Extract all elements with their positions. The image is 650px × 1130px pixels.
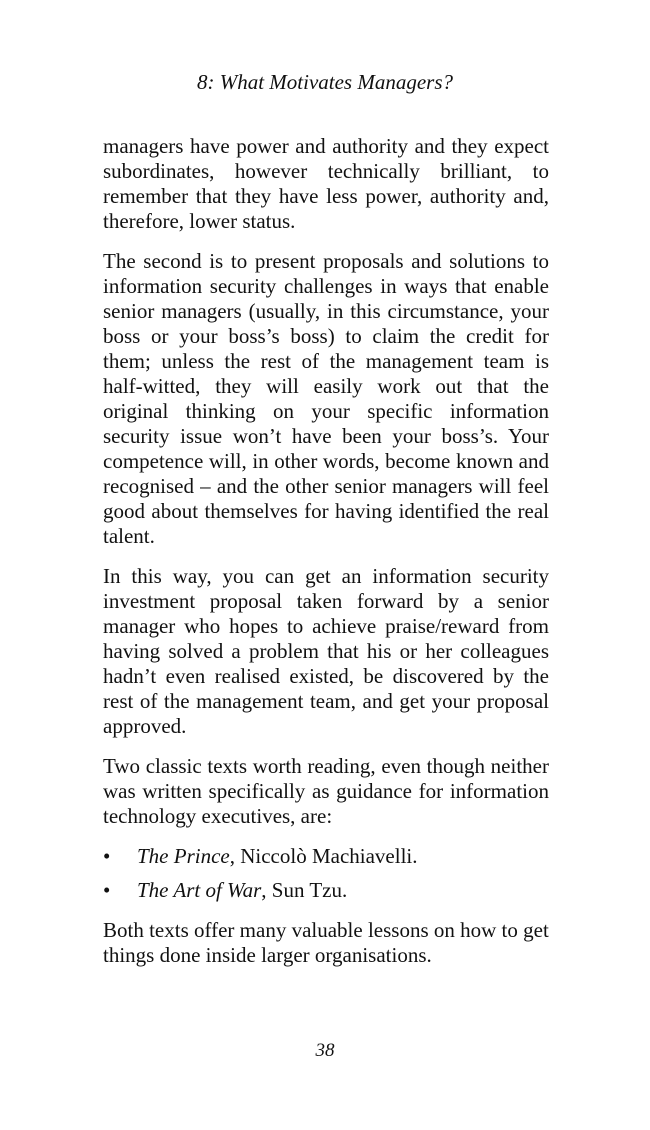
book-author: , Niccolò Machiavelli. [229,844,418,868]
page-number: 38 [315,1040,335,1061]
body-text [103,134,549,983]
list-item [103,878,549,903]
paragraph-3: In this way, you can get an information security investment proposal taken forward by a senior manager who hopes to achieve praise/reward from having solved a problem that his or her colleagues hadn’t even realised existed, be discovered by the rest of the management team, and get your proposal approved. [103,564,549,738]
list-item [103,844,549,869]
bullet-marker: • [103,878,111,902]
book-title: The Prince [137,844,230,868]
paragraph-2: The second is to present proposals and solutions to information security challenges in ways that enable senior managers (usually, in this circumstance, your boss or your boss’s boss) to claim the credit for them; unless the rest of the management team is half-witted, they will easily work out that the original thinking on your specific information security issue won’t have been your boss’s. Your competence will, in other words, become known and recognised – and the other senior managers will feel good about themselves for having identified the real talent. [103,249,549,548]
bullet-marker: • [103,844,111,868]
paragraph-5: Both texts offer many valuable lessons on how to get things done inside larger organisations. [103,918,549,967]
paragraph-4: Two classic texts worth reading, even though neither was written specifically as guidance for information technology executives, are: [103,754,549,828]
paragraph-1: managers have power and authority and they expect subordinates, however technically brilliant, to remember that they have less power, authority and, therefore, lower status. [103,134,549,233]
book-title: The Art of War [137,878,262,902]
book-list [103,844,549,903]
running-header: 8: What Motivates Managers? [196,70,454,94]
book-author: , Sun Tzu. [261,878,348,902]
